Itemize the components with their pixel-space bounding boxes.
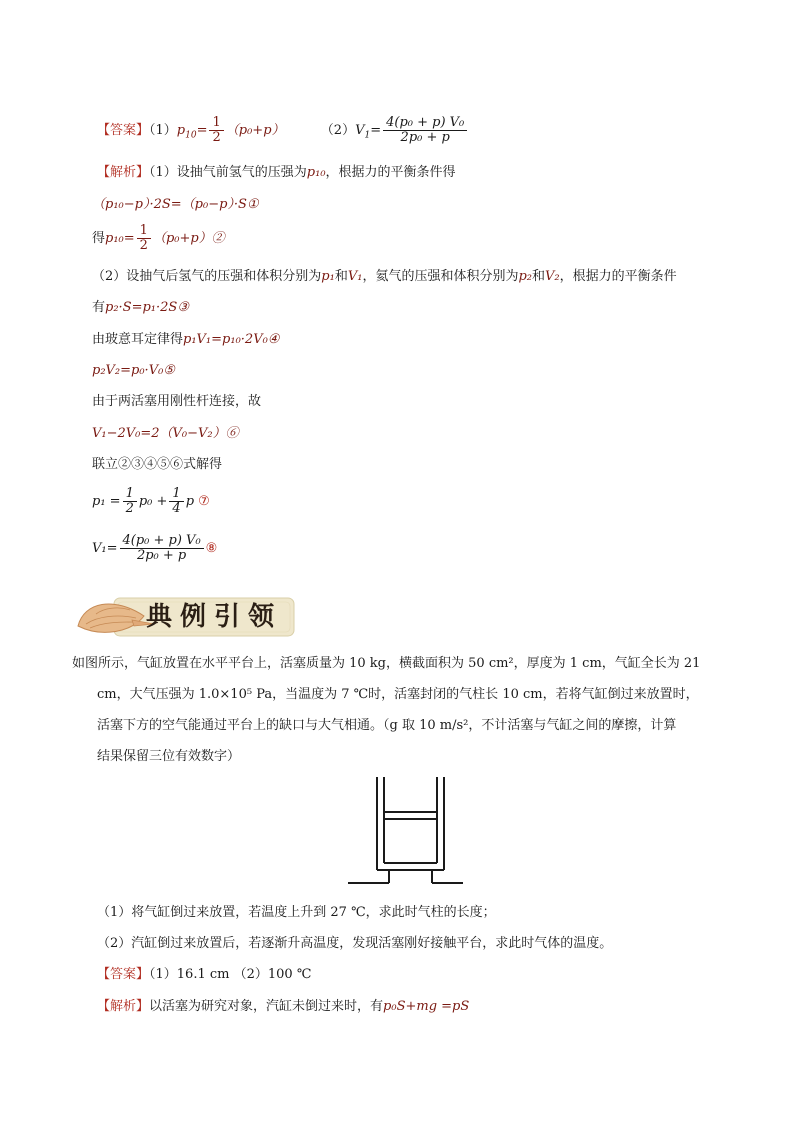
analysis-line-9: V₁−2V₀=2（V₀−V₂）⑥	[92, 426, 239, 441]
result-quarter: $\frac{1}{4}$	[169, 487, 183, 516]
problem-line-2: cm，大气压强为 1.0×10⁵ Pa，当温度为 7 ℃时，活塞封闭的气柱长 10 cm，若将气缸倒过来放置时，	[97, 687, 699, 702]
analysis-text: （1）设抽气前氢气的压强为	[149, 165, 307, 180]
result-half: $\frac{1}{2}$	[123, 487, 137, 516]
part1-tail: （p₀+p）	[225, 123, 285, 138]
analysis-line-6: 由玻意耳定律得p₁V₁=p₁₀·2V₀④	[92, 332, 280, 347]
answer-text-2: （1）16.1 cm （2）100 ℃	[149, 967, 312, 982]
analysis-label: 【解析】	[97, 165, 150, 180]
analysis-line-1	[97, 164, 456, 182]
result-v1: V₁= $\frac{\text{4(p₀ + p) V₀}}{\text{2p₀ + p}}$ ⑧	[92, 533, 218, 563]
analysis-label-2: 【解析】	[97, 999, 150, 1014]
question-2: （2）汽缸倒过来放置后，若逐渐升高温度，发现活塞刚好接触平台，求此时气体的温度。	[97, 936, 613, 951]
problem-line-1: 如图所示，气缸放置在水平平台上，活塞质量为 10 kg，横截面积为 50 cm²，厚度为 1 cm，气缸全长为 21	[72, 656, 701, 671]
eq-sign: =	[196, 123, 208, 138]
answer-label: 【答案】	[97, 123, 150, 138]
problem-line-4: 结果保留三位有效数字）	[97, 749, 241, 764]
result-v1-fraction: $\frac{\text{4(p₀ + p) V₀}}{\text{2p₀ + p}}$	[120, 534, 204, 563]
half-fraction: $\frac{1}{2}$	[209, 116, 223, 145]
analysis-line-4: （2）设抽气后氢气的压强和体积分别为p₁和V₁，氦气的压强和体积分别为p₂和V₂，根据力的平衡条件	[92, 269, 677, 284]
analysis-line-2	[97, 998, 469, 1016]
analysis-line-7: p₂V₂=p₀·V₀⑤	[92, 363, 175, 378]
analysis-tail: ，根据力的平衡条件得	[325, 165, 456, 180]
analysis-line-8: 由于两活塞用刚性杆连接，故	[92, 394, 262, 409]
analysis-equation-2: p₀S+mg =pS	[383, 999, 470, 1014]
cylinder-diagram	[345, 775, 465, 890]
v1-fraction: $\frac{\text{4(p₀ + p) V₀}}{\text{2p₀ + p}}$	[383, 116, 467, 145]
part2-prefix: （2）	[320, 123, 356, 138]
answer-label-2: 【答案】	[97, 967, 150, 982]
answer-line-1: 【答案】$(1)p_{10}=$ $\frac{1}{2}$ （p₀+p） $(2)V_1=$ $\frac{\text{4(p₀ + p) V₀}}{\text{2p₀ + p}}$	[97, 116, 469, 145]
analysis-var: p₁₀	[306, 165, 326, 180]
section-title: 典例引领	[146, 602, 283, 632]
equation-1: （p₁₀−p）·2S=（p₀−p）·S①	[92, 197, 259, 212]
p10-symbol: $p_{10}$	[176, 123, 197, 141]
part1-prefix: （1）	[149, 123, 177, 138]
result-p1: p₁ = $\frac{1}{2}$ p₀ + $\frac{1}{4}$ p ⑦	[92, 486, 210, 516]
problem-line-3: 活塞下方的空气能通过平台上的缺口与大气相通。（g 取 10 m/s²，不计活塞与气缸之间的摩擦，计算	[97, 718, 677, 733]
v1-symbol: $V_1$	[355, 123, 371, 141]
equation-2: 得p₁₀= $\frac{1}{2}$ （p₀+p）②	[92, 223, 225, 253]
half-fraction-2: $\frac{1}{2}$	[137, 224, 151, 253]
analysis-line-10: 联立②③④⑤⑥式解得	[92, 457, 223, 472]
question-1: （1）将气缸倒过来放置，若温度上升到 27 ℃，求此时气柱的长度；	[97, 905, 496, 920]
analysis-text-2: 以活塞为研究对象，汽缸未倒过来时，有	[149, 999, 384, 1014]
answer-line-2	[97, 966, 311, 984]
analysis-line-5: 有p₂·S=p₁·2S③	[92, 300, 189, 315]
